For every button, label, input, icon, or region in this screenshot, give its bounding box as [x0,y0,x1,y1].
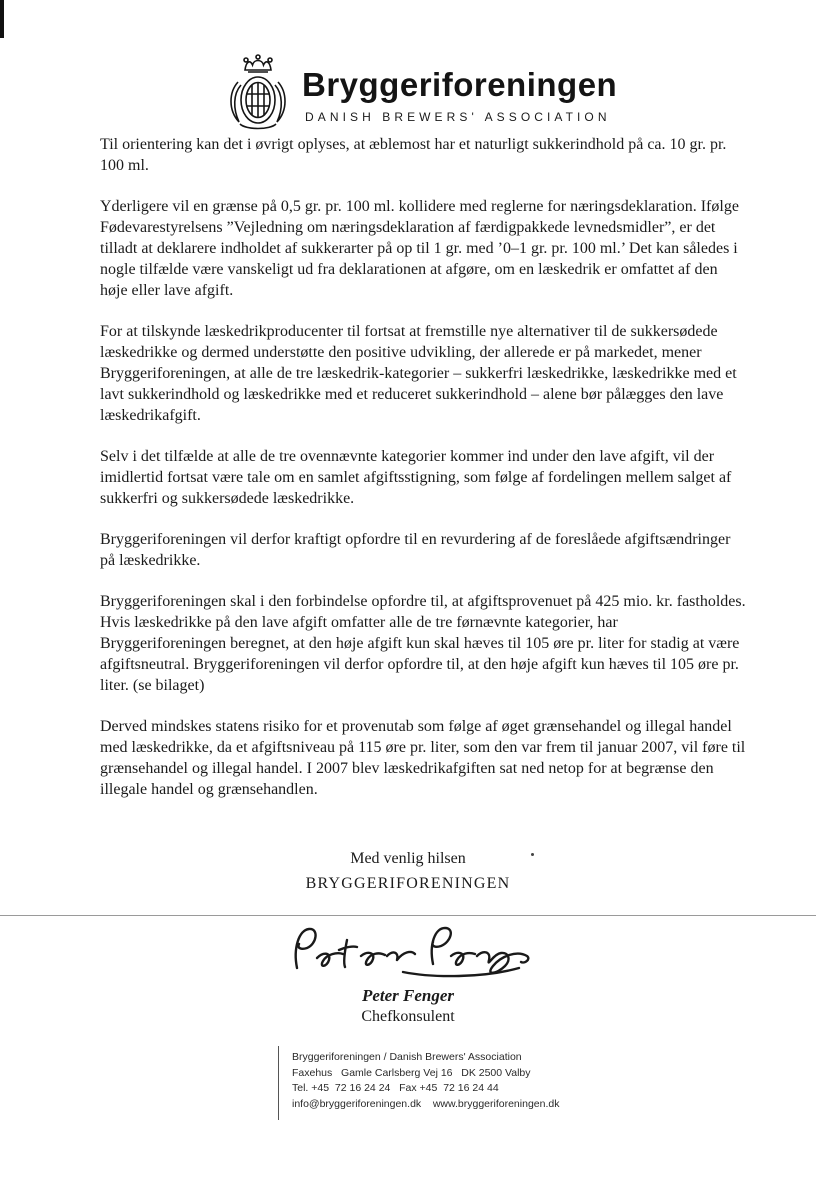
paragraph: Bryggeriforeningen vil derfor kraftigt opfordre til en revurdering af de foreslåede afgiftsændringer på læskedrikke. [100,531,731,569]
footer-line-phone: Tel. +45 72 16 24 24 Fax +45 72 16 24 44 [292,1082,499,1094]
paragraph: Bryggeriforeningen skal i den forbindelse opfordre til, at afgiftsprovenuet på 425 mio. kr. fastholdes. Hvis læskedrikke på den lave afgift omfatter alle de tre førnævnte kategorier, har Bryggeriforeningen beregnet, at den høje afgift kun skal hæves til 105 øre pr. liter for stadig at være afgiftsneutral. Bryggeriforeningen vil derfor opfordre til, at den høje afgift kun hæves til 105 øre pr. liter. (se bilaget) [100,593,746,694]
paragraph: Selv i det tilfælde at alle de tre ovennævnte kategorier kommer ind under den lave afgift, vil der imidlertid fortsat være tale om en samlet afgiftsstigning, som følge af fordelingen mellem salget af sukkerfri og sukkersødede læskedrikke. [100,448,732,507]
brand-block [302,52,617,124]
brewers-crest-logo-icon [226,52,290,139]
brand-subtitle: DANISH BREWERS' ASSOCIATION [305,109,611,124]
footer-line-association: Bryggeriforeningen / Danish Brewers' Association [292,1051,522,1063]
scan-dot-artifact [531,853,534,856]
closing-organization: BRYGGERIFORENINGEN [305,875,511,892]
signatory-title: Chefkonsulent [361,1008,455,1025]
paragraph: Derved mindskes statens risiko for et provenutab som følge af øget grænsehandel og illegal handel med læskedrikke, da et afgiftsniveau på 115 øre pr. liter, som den var frem til januar 2007, vil føre til grænsehandel og illegal handel. I 2007 blev læskedrikafgiften sat ned netop for at begrænse den illegale handel og grænsehandlen. [100,718,746,798]
footer-line-web: info@bryggeriforeningen.dk www.bryggeriforeningen.dk [292,1097,560,1110]
footer-line-address: Faxehus Gamle Carlsberg Vej 16 DK 2500 Valby [292,1066,531,1079]
scan-artifact [0,0,4,38]
signature-block [0,920,816,1026]
paragraph: Yderligere vil en grænse på 0,5 gr. pr. 100 ml. kollidere med reglerne for næringsdeklaration. Ifølge Fødevarestyrelsens ”Vejledning om næringsdeklaration af færdigpakkede levnedsmidler”, er det tilladt at deklarere indholdet af sukkerarter på op til 1 gr. med ’0–1 gr. pr. 100 ml.’ Det kan således i nogle tilfælde være vanskeligt ud fra deklarationen at afgøre, om en læskedrik er omfattet af den høje eller lave afgift. [100,198,739,299]
closing-block [0,848,816,893]
closing-salutation: Med venlig hilsen [350,850,466,867]
handwritten-signature [283,920,533,984]
letterhead [226,52,617,139]
signatory-name: Peter Fenger [361,986,455,1005]
footer-contact-block [278,1046,559,1120]
paragraph: Til orientering kan det i øvrigt oplyses, at æblemost har et naturligt sukkerindhold på ca. 10 gr. pr. 100 ml. [100,136,727,174]
scan-line-artifact [0,915,816,916]
brand-title: Bryggeriforeningen [302,66,618,103]
paragraph: For at tilskynde læskedrikproducenter til fortsat at fremstille nye alternativer til de sukkersødede læskedrikke og dermed understøtte den positive udvikling, der allerede er på markedet, mener Bryggeriforeningen, at alle de tre læskedrik-kategorier – sukkerfri læskedrikke, læskedrikke med et lavt sukkerindhold og læskedrikke med et reduceret sukkerindhold – alene bør pålægges den lave læskedrikafgift. [100,323,737,424]
letter-body [100,134,746,820]
